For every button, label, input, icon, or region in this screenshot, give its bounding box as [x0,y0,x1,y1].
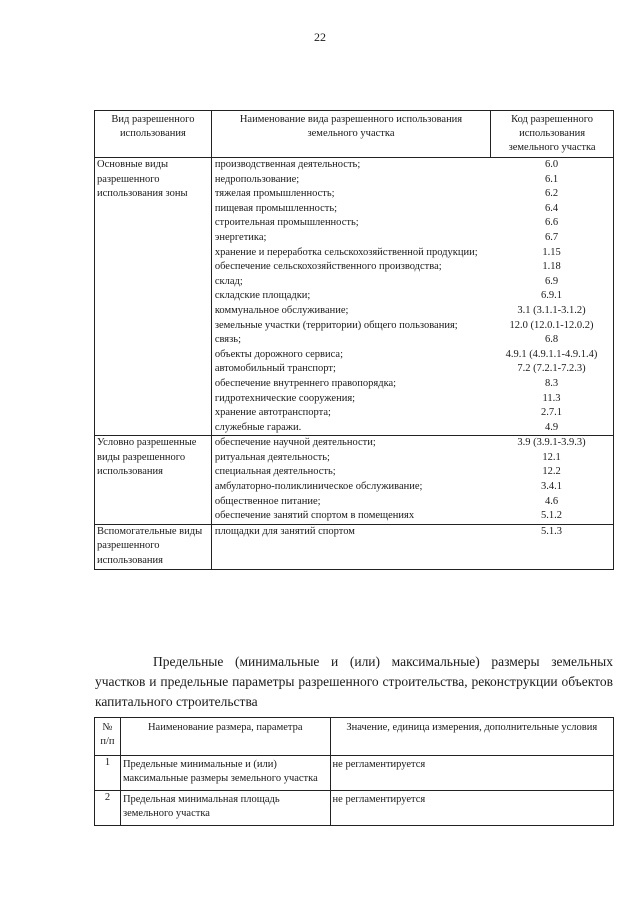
use-code: 6.6 [544,217,559,229]
use-code: 2.7.1 [541,407,562,419]
use-name: хранение и переработка сельскохозяйственной продукции; [214,246,478,258]
header-code: Код разрешенного использования земельного участка [491,111,614,158]
items-auxiliary [211,524,613,569]
use-name: земельные участки (территории) общего пользования; [214,319,458,331]
use-code: 3.1 (3.1.1-3.1.2) [517,304,586,316]
use-code: 4.9.1 (4.9.1.1-4.9.1.4) [505,348,598,360]
use-code: 6.9.1 [541,290,562,302]
header-name: Наименование вида разрешенного использования земельного участка [211,111,490,158]
list-item [212,451,613,466]
list-item [212,216,613,231]
list-item [212,289,613,304]
use-code: 3.4.1 [541,481,562,493]
header-param-name: Наименование размера, параметра [120,718,330,756]
use-code: 7.2 (7.2.1-7.2.3) [517,363,586,375]
use-code: 1.18 [542,261,561,273]
list-item [212,421,613,436]
use-code: 11.3 [542,392,561,404]
list-item [212,509,613,524]
list-item [212,362,613,377]
use-name: недропользование; [214,173,300,185]
use-code: 6.1 [544,173,559,185]
use-name: обеспечение научной деятельности; [214,437,376,449]
header-param-value: Значение, единица измерения, дополнительные условия [330,718,613,756]
list-item [212,304,613,319]
row-number: 2 [95,791,121,826]
use-name: общественное питание; [214,495,321,507]
table-header-row [95,111,614,158]
use-code: 6.2 [544,188,559,200]
use-name: тяжелая промышленность; [214,188,335,200]
list-item [212,436,613,451]
list-item [212,260,613,275]
table-row [95,756,614,791]
list-item [212,465,613,480]
use-name: хранение автотранспорта; [214,407,331,419]
use-name: связь; [214,334,241,346]
header-kind: Вид разрешенного использования [95,111,212,158]
param-value: не регламентируется [330,756,613,791]
use-name: обеспечение сельскохозяйственного производства; [214,261,442,273]
list-item [212,495,613,510]
use-name: автомобильный транспорт; [214,363,336,375]
list-item [212,525,613,540]
use-code: 12.2 [542,466,561,478]
header-num: № п/п [95,718,121,756]
permitted-use-table [94,110,614,570]
use-name: производственная деятельность; [214,159,361,170]
param-name: Предельная минимальная площадь земельного участка [120,791,330,826]
use-name: энергетика; [214,231,267,243]
parameters-table [94,717,614,826]
use-name: обеспечение занятий спортом в помещениях [214,510,415,522]
use-code: 3.9 (3.9.1-3.9.3) [517,437,586,449]
list-item [212,333,613,348]
group-row-auxiliary [95,524,614,569]
use-code: 4.9 [544,421,559,433]
group-row-main [95,158,614,436]
use-code: 1.15 [542,246,561,258]
list-item [212,348,613,363]
use-name: специальная деятельность; [214,466,336,478]
page-number: 22 [314,30,326,44]
parameters-paragraph: Предельные (минимальные и (или) максимальные) размеры земельных участков и предельные параметры разрешенного строительства, реконструкции объектов капитального строительства [95,654,613,709]
list-item [212,406,613,421]
use-code: 6.8 [544,334,559,346]
use-code: 5.1.2 [541,510,562,522]
use-name: ритуальная деятельность; [214,451,330,463]
use-name: амбулаторно-поликлиническое обслуживание; [214,481,423,493]
use-code: 5.1.3 [541,525,562,537]
list-item [212,173,613,188]
use-code: 6.4 [544,202,559,214]
param-value: не регламентируется [330,791,613,826]
use-code: 4.6 [544,495,559,507]
use-name: обеспечение внутреннего правопорядка; [214,377,397,389]
use-name: склад; [214,275,243,287]
use-name: складские площадки; [214,290,311,302]
list-item [212,319,613,334]
use-name: площадки для занятий спортом [214,525,355,537]
list-item [212,158,613,173]
list-item [212,187,613,202]
use-name: строительная промышленность; [214,217,359,229]
use-code: 6.7 [544,231,559,243]
list-item [212,202,613,217]
items-main [211,158,613,436]
list-item [212,377,613,392]
list-item [212,392,613,407]
group-row-conditional [95,436,614,525]
use-code: 6.9 [544,275,559,287]
parameters-header-row [95,718,614,756]
category-auxiliary: Вспомогательные виды разрешенного использования [95,524,212,569]
use-name: гидротехнические сооружения; [214,392,356,404]
list-item [212,246,613,261]
table-row [95,791,614,826]
use-code: 6.0 [544,159,559,170]
use-name: пищевая промышленность; [214,202,338,214]
use-name: объекты дорожного сервиса; [214,348,343,360]
list-item [212,231,613,246]
use-name: коммунальное обслуживание; [214,304,349,316]
use-code: 12.0 (12.0.1-12.0.2) [509,319,594,331]
list-item [212,480,613,495]
use-code: 12.1 [542,451,561,463]
row-number: 1 [95,756,121,791]
param-name: Предельные минимальные и (или) максимальные размеры земельного участка [120,756,330,791]
category-main: Основные виды разрешенного использования зоны [95,158,212,436]
items-conditional [211,436,613,525]
use-name: служебные гаражи. [214,421,302,433]
category-conditional: Условно разрешенные виды разрешенного использования [95,436,212,525]
list-item [212,275,613,290]
use-code: 8.3 [544,377,559,389]
